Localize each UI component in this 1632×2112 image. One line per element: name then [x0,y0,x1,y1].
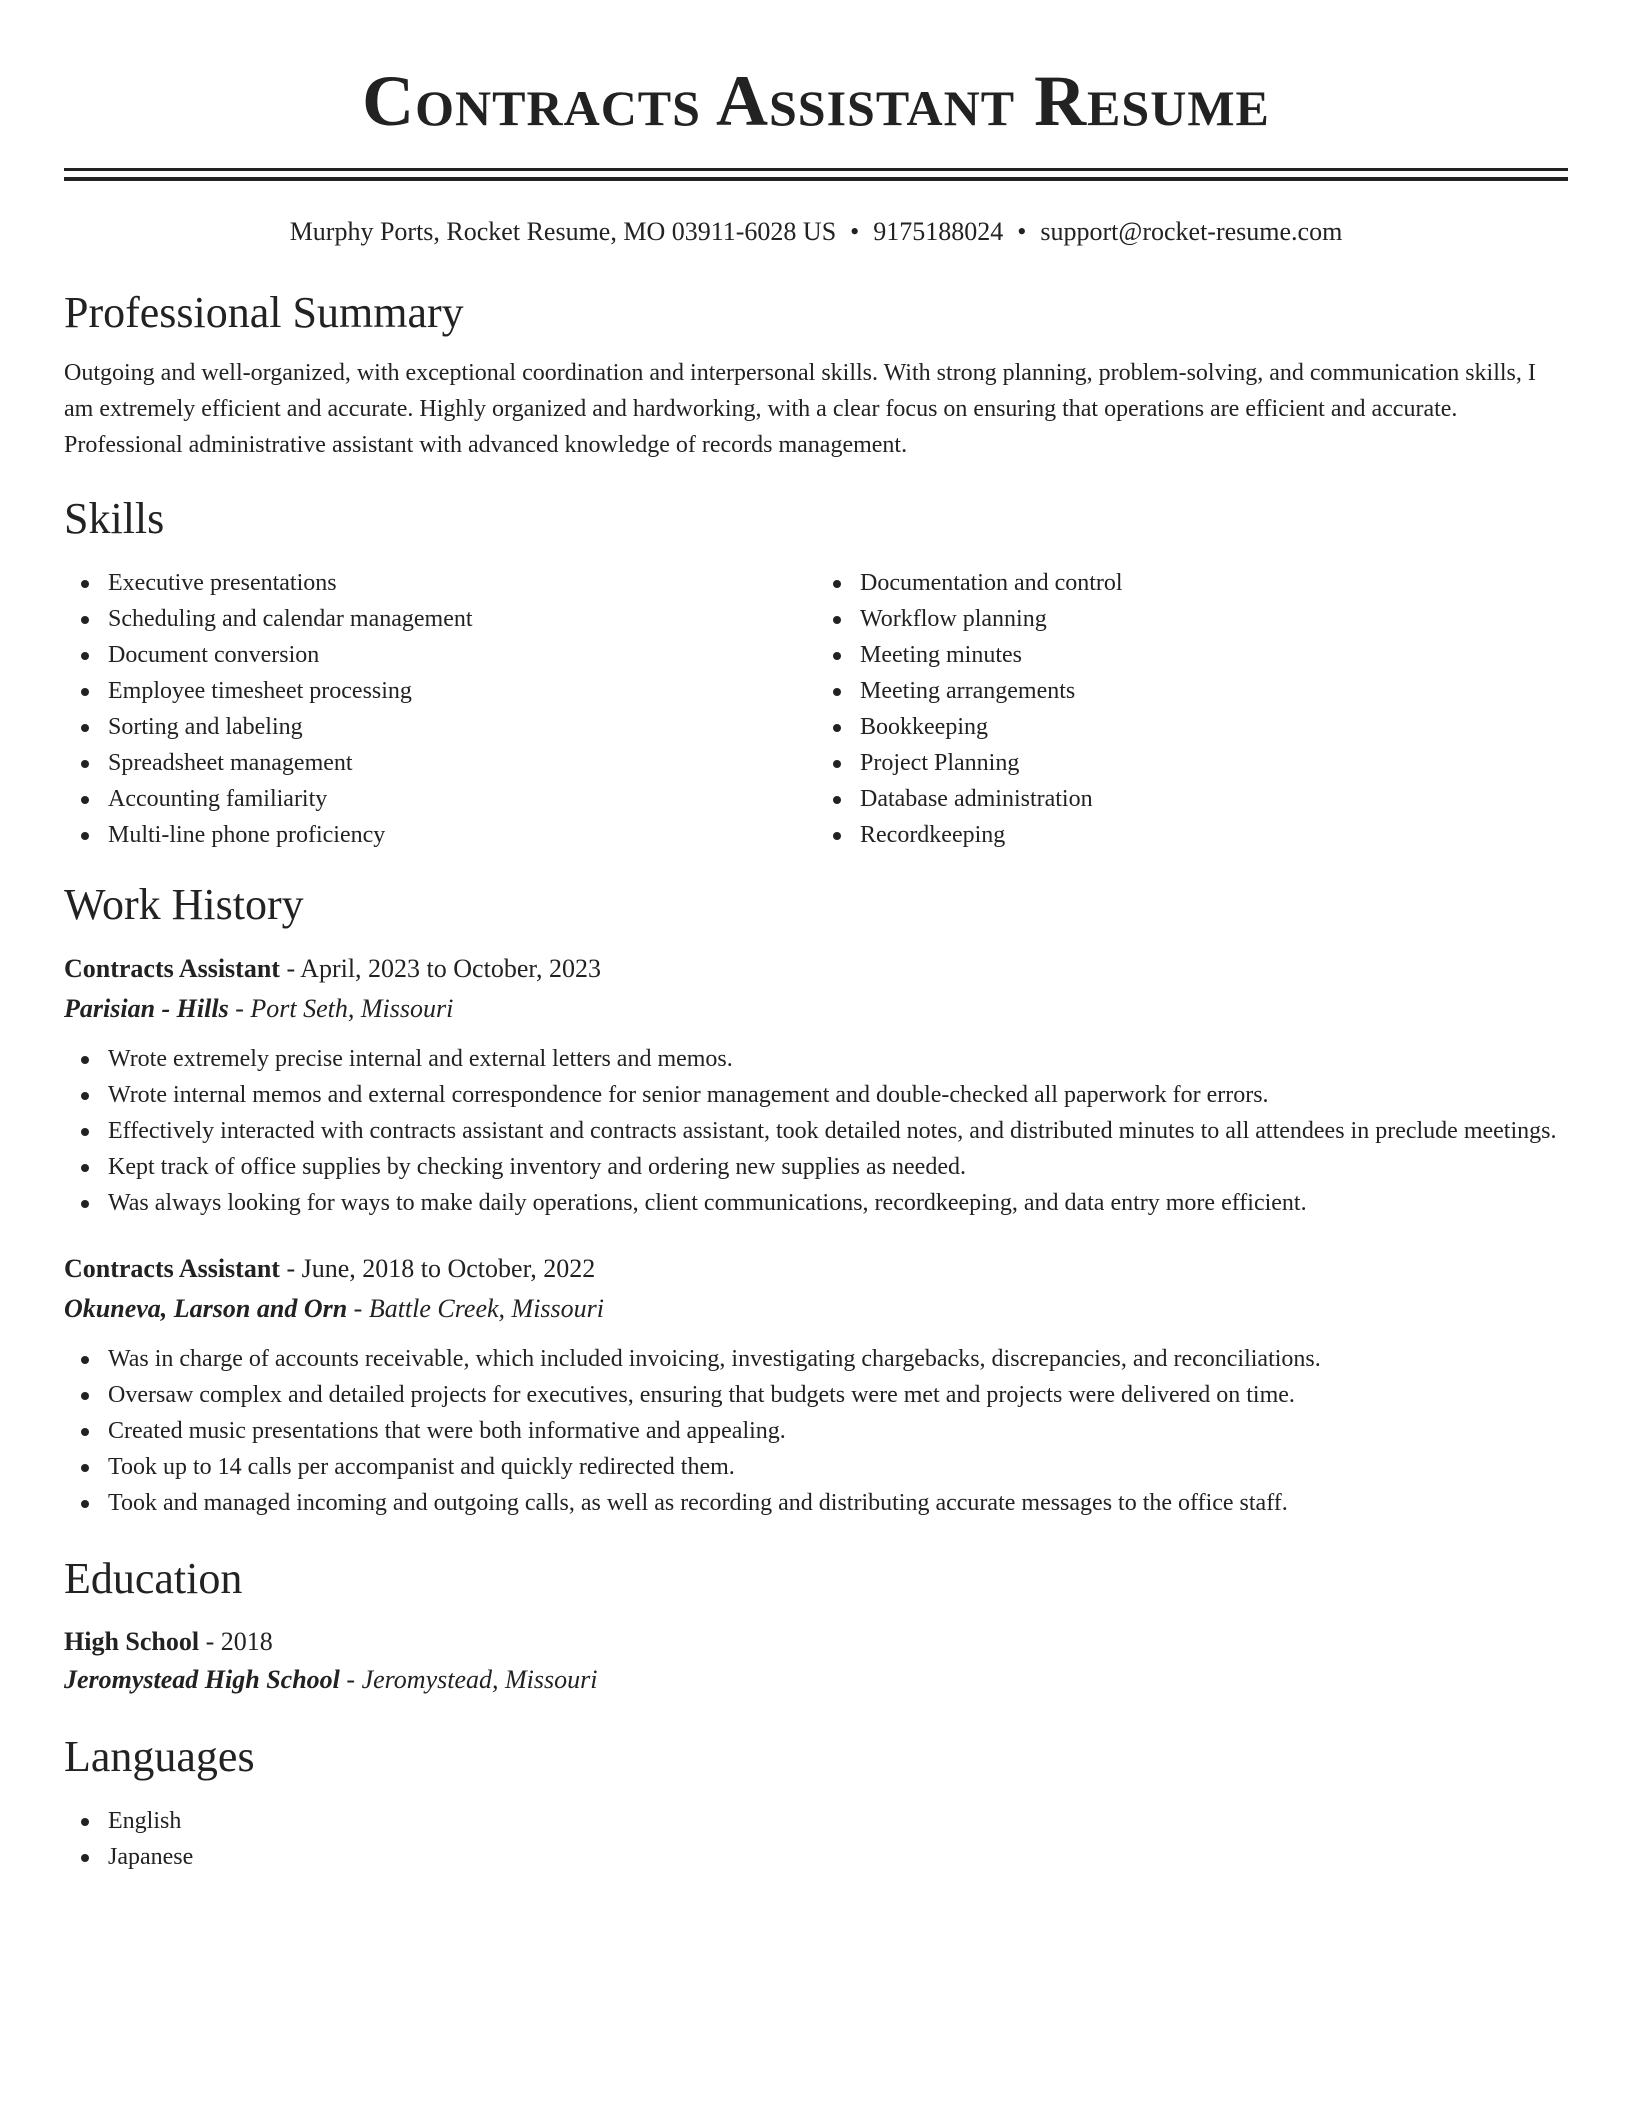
skill-item: Recordkeeping [860,817,1568,853]
skill-item: Bookkeeping [860,709,1568,745]
summary-heading: Professional Summary [64,288,464,337]
job-dates: - April, 2023 to October, 2023 [279,954,601,983]
skill-item: Workflow planning [860,601,1568,637]
summary-text: Outgoing and well-organized, with exceptional coordination and interpersonal skills. With strong planning, problem-solving, and communication skills, I am extremely efficient and accurate. Highly organized and hardworking, with a clear focus on ensuring that operations are efficient and accurate. Professional administrative assistant with advanced knowledge of records management. [64,360,1536,458]
job-entry [64,1249,1568,1521]
skill-item: Database administration [860,781,1568,817]
contact-address: Murphy Ports, Rocket Resume, MO 03911-6028 US [289,217,837,246]
contact-separator: • [1017,217,1027,246]
job-company-line [64,989,1568,1029]
skills-heading: Skills [64,494,165,543]
job-bullet: Created music presentations that were both informative and appealing. [108,1413,1568,1449]
education-location: - Jeromystead, Missouri [339,1665,598,1694]
education-heading: Education [64,1554,243,1603]
job-dates: - June, 2018 to October, 2022 [279,1254,596,1283]
skill-item: Multi-line phone proficiency [108,817,816,853]
education-year: - 2018 [199,1627,273,1656]
skill-item: Spreadsheet management [108,745,816,781]
job-company-line [64,1289,1568,1329]
resume-title: Contracts Assistant Resume [362,61,1270,141]
contact-email: support@rocket-resume.com [1040,217,1343,246]
job-title: Contracts Assistant [64,954,280,983]
job-company: Okuneva, Larson and Orn [64,1294,348,1323]
skill-item: Sorting and labeling [108,709,816,745]
education-degree: High School [64,1627,200,1656]
education-school: Jeromystead High School [64,1665,340,1694]
skills-columns [64,565,1568,853]
title-rule-bottom [64,177,1568,181]
job-location: - Battle Creek, Missouri [347,1294,604,1323]
job-bullets [64,1341,1568,1521]
languages-heading: Languages [64,1732,255,1781]
education-degree-line [64,1623,1568,1661]
job-bullet: Kept track of office supplies by checking inventory and ordering new supplies as needed. [108,1149,1568,1185]
skills-list-right [816,565,1568,853]
job-bullet: Took up to 14 calls per accompanist and quickly redirected them. [108,1449,1568,1485]
education-school-line [64,1661,1568,1699]
job-location: - Port Seth, Missouri [228,994,454,1023]
job-bullet: Took and managed incoming and outgoing calls, as well as recording and distributing accurate messages to the office staff. [108,1485,1568,1521]
skill-item: Document conversion [108,637,816,673]
job-bullet: Wrote internal memos and external correspondence for senior management and double-checked all paperwork for errors. [108,1077,1568,1113]
contact-phone: 9175188024 [873,217,1004,246]
contact-separator: • [850,217,860,246]
job-bullets [64,1041,1568,1221]
job-bullet: Was in charge of accounts receivable, which included invoicing, investigating chargebacks, discrepancies, and reconciliations. [108,1341,1568,1377]
skills-list-left [64,565,816,853]
skill-item: Meeting arrangements [860,673,1568,709]
skill-item: Documentation and control [860,565,1568,601]
language-item: Japanese [108,1839,1568,1875]
title-rule-top [64,168,1568,171]
job-bullet: Effectively interacted with contracts assistant and contracts assistant, took detailed notes, and distributed minutes to all attendees in preclude meetings. [108,1113,1568,1149]
job-entry [64,949,1568,1221]
job-company: Parisian - Hills [64,994,229,1023]
skill-item: Meeting minutes [860,637,1568,673]
job-bullet: Was always looking for ways to make daily operations, client communications, recordkeeping, and data entry more efficient. [108,1185,1568,1221]
skill-item: Employee timesheet processing [108,673,816,709]
skill-item: Scheduling and calendar management [108,601,816,637]
contact-line [64,215,1568,249]
work-history-heading: Work History [64,880,304,929]
job-title: Contracts Assistant [64,1254,280,1283]
skill-item: Project Planning [860,745,1568,781]
job-bullet: Oversaw complex and detailed projects for executives, ensuring that budgets were met and projects were delivered on time. [108,1377,1568,1413]
job-bullet: Wrote extremely precise internal and external letters and memos. [108,1041,1568,1077]
language-item: English [108,1803,1568,1839]
skill-item: Executive presentations [108,565,816,601]
job-title-line [64,949,1568,989]
languages-list [64,1803,1568,1875]
job-title-line [64,1249,1568,1289]
resume-page [64,0,1568,1875]
skill-item: Accounting familiarity [108,781,816,817]
